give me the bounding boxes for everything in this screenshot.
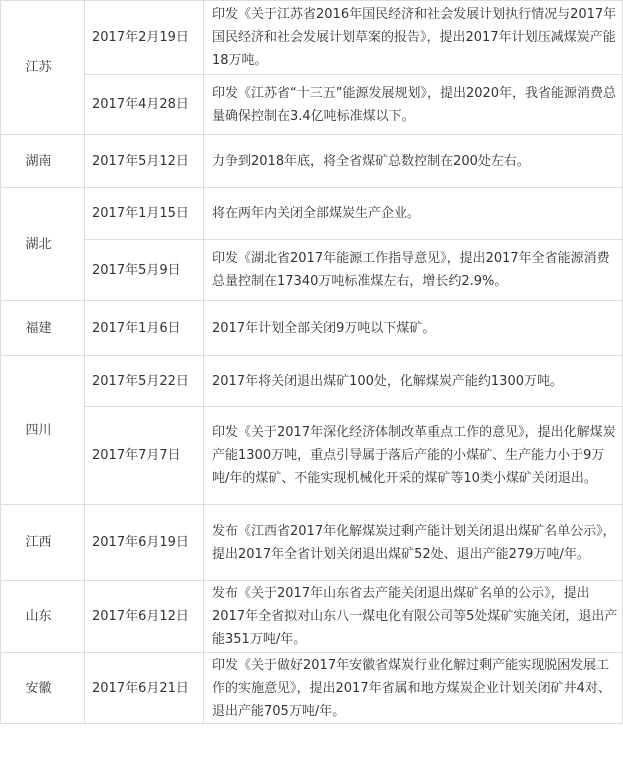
table-row: [1, 653, 623, 724]
province-cell: 江苏: [1, 1, 85, 135]
table-row: [1, 75, 623, 135]
table-row: [1, 1, 623, 75]
content-cell: 印发《江苏省“十三五”能源发展规划》，提出2020年，我省能源消费总量确保控制在3.4亿吨标准煤以下。: [204, 75, 623, 135]
content-cell: 印发《关于做好2017年安徽省煤炭行业化解过剩产能实现脱困发展工作的实施意见》，提出2017年省属和地方煤炭企业计划关闭矿井4对、退出产能705万吨/年。: [204, 653, 623, 724]
table-row: [1, 581, 623, 653]
province-cell: 安徽: [1, 653, 85, 724]
date-cell: 2017年5月12日: [85, 135, 204, 188]
content-cell: 2017年将关闭退出煤矿100处，化解煤炭产能约1300万吨。: [204, 356, 623, 407]
content-cell: 印发《关于江苏省2016年国民经济和社会发展计划执行情况与2017年国民经济和社会发展计划草案的报告》，提出2017年计划压减煤炭产能18万吨。: [204, 1, 623, 75]
province-cell: 湖北: [1, 188, 85, 301]
content-cell: 发布《江西省2017年化解煤炭过剩产能计划关闭退出煤矿名单公示》，提出2017年全省计划关闭退出煤矿52处、退出产能279万吨/年。: [204, 505, 623, 581]
date-cell: 2017年5月22日: [85, 356, 204, 407]
date-cell: 2017年6月12日: [85, 581, 204, 653]
province-cell: 四川: [1, 356, 85, 505]
date-cell: 2017年1月15日: [85, 188, 204, 240]
date-cell: 2017年2月19日: [85, 1, 204, 75]
table-row: [1, 135, 623, 188]
table-row: [1, 301, 623, 356]
content-cell: 发布《关于2017年山东省去产能关闭退出煤矿名单的公示》，提出2017年全省拟对山东八一煤电化有限公司等5处煤矿实施关闭，退出产能351万吨/年。: [204, 581, 623, 653]
province-cell: 江西: [1, 505, 85, 581]
province-cell: 福建: [1, 301, 85, 356]
table-row: [1, 188, 623, 240]
table-row: [1, 505, 623, 581]
date-cell: 2017年7月7日: [85, 407, 204, 505]
date-cell: 2017年1月6日: [85, 301, 204, 356]
content-cell: 力争到2018年底，将全省煤矿总数控制在200处左右。: [204, 135, 623, 188]
province-cell: 湖南: [1, 135, 85, 188]
table-row: [1, 240, 623, 301]
date-cell: 2017年6月19日: [85, 505, 204, 581]
table-row: [1, 356, 623, 407]
content-cell: 印发《关于2017年深化经济体制改革重点工作的意见》，提出化解煤炭产能1300万吨，重点引导属于落后产能的小煤矿、生产能力小于9万吨/年的煤矿、不能实现机械化开采的煤矿等10类小煤矿关闭退出。: [204, 407, 623, 505]
table-row: [1, 407, 623, 505]
content-cell: 将在两年内关闭全部煤炭生产企业。: [204, 188, 623, 240]
province-cell: 山东: [1, 581, 85, 653]
content-cell: 2017年计划全部关闭9万吨以下煤矿。: [204, 301, 623, 356]
date-cell: 2017年4月28日: [85, 75, 204, 135]
date-cell: 2017年6月21日: [85, 653, 204, 724]
content-cell: 印发《湖北省2017年能源工作指导意见》，提出2017年全省能源消费总量控制在17340万吨标准煤左右，增长约2.9%。: [204, 240, 623, 301]
date-cell: 2017年5月9日: [85, 240, 204, 301]
